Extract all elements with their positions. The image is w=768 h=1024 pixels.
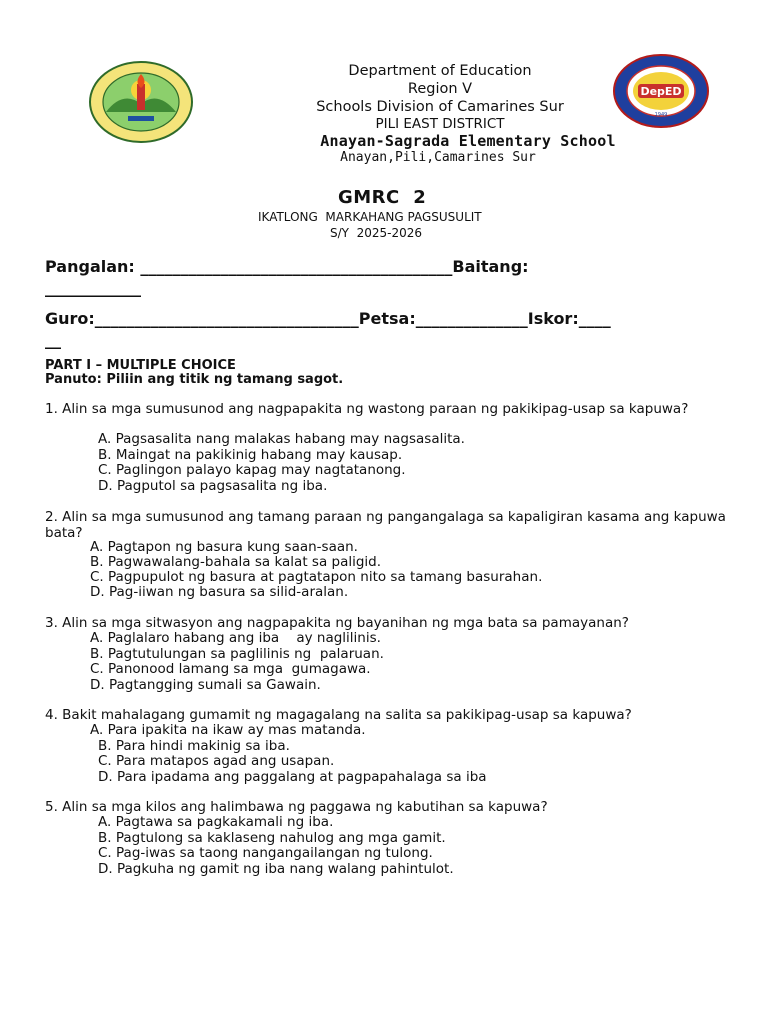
question-5-option-c: C. Pag-iwas sa taong nangangailangan ng tulong. (98, 845, 433, 861)
question-2-option-a: A. Pagtapon ng basura kung saan-saan. (90, 539, 358, 555)
teacher-date-score-field: Guro:_________________________________Petsa:______________Iskor:____ (45, 309, 611, 328)
deped-mark-text: DepED (640, 85, 682, 98)
question-5: 5. Alin sa mga kilos ang halimbawa ng paggawa ng kabutihan sa kapuwa? (45, 799, 548, 815)
question-5-option-d: D. Pagkuha ng gamit ng iba nang walang pahintulot. (98, 861, 454, 877)
question-2-option-d: D. Pag-iiwan ng basura sa silid-aralan. (90, 584, 349, 600)
school-name: Anayan-Sagrada Elementary School (320, 132, 616, 150)
question-5-option-b: B. Pagtulong sa kaklaseng nahulog ang mga gamit. (98, 830, 446, 846)
question-1-option-a: A. Pagsasalita nang malakas habang may nagsasalita. (98, 431, 465, 447)
school-seal-year: 1949 (654, 112, 668, 118)
question-3: 3. Alin sa mga sitwasyon ang nagpapakita ng bayanihan ng mga bata sa pamayanan? (45, 615, 629, 631)
question-5-option-a: A. Pagtawa sa pagkakamali ng iba. (98, 814, 334, 830)
grade-field-continuation: ____________ (45, 278, 141, 297)
question-3-option-d: D. Pagtangging sumali sa Gawain. (90, 677, 321, 693)
question-4-option-a: A. Para ipakita na ikaw ay mas matanda. (90, 722, 366, 738)
school-year: S/Y 2025-2026 (330, 226, 423, 240)
question-4-option-c: C. Para matapos agad ang usapan. (98, 753, 335, 769)
school-address: Anayan,Pili,Camarines Sur (340, 150, 536, 165)
question-3-option-a: A. Paglalaro habang ang iba ay naglilinis. (90, 630, 381, 646)
question-1-option-d: D. Pagputol sa pagsasalita ng iba. (98, 478, 328, 494)
question-3-option-c: C. Panonood lamang sa mga gumagawa. (90, 661, 371, 677)
question-2-option-b: B. Pagwawalang-bahala sa kalat sa paligid. (90, 554, 382, 570)
score-field-continuation: __ (45, 330, 61, 349)
district-text: PILI EAST DISTRICT (375, 116, 505, 132)
question-4-option-d: D. Para ipadama ang paggalang at pagpapahalaga sa iba (98, 769, 487, 785)
department-text: Department of Education (348, 63, 532, 79)
question-4: 4. Bakit mahalagang gumamit ng magagalang na salita sa pakikipag-usap sa kapuwa? (45, 707, 632, 723)
question-3-option-b: B. Pagtutulungan sa paglilinis ng palaruan. (90, 646, 384, 662)
question-4-option-b: B. Para hindi makinig sa iba. (98, 738, 290, 754)
division-text: Schools Division of Camarines Sur (316, 99, 564, 115)
question-2: 2. Alin sa mga sumusunod ang tamang paraan ng pangangalaga sa kapaligiran kasama ang kapuwa bata? (45, 509, 739, 541)
question-2-option-c: C. Pagpupulot ng basura at pagtatapon nito sa tamang basurahan. (90, 569, 543, 585)
question-1-option-b: B. Maingat na pakikinig habang may kausap. (98, 447, 403, 463)
question-1: 1. Alin sa mga sumusunod ang nagpapakita ng wastong paraan ng pakikipag-usap sa kapuwa? (45, 401, 689, 417)
region-text: Region V (407, 81, 473, 97)
subject-title: GMRC 2 (338, 187, 427, 208)
division-seal-logo (88, 60, 194, 144)
instructions: Panuto: Piliin ang titik ng tamang sagot. (45, 372, 344, 387)
exam-title: IKATLONG MARKAHANG PAGSUSULIT (258, 210, 482, 224)
question-1-option-c: C. Paglingon palayo kapag may nagtatanong. (98, 462, 406, 478)
name-grade-field: Pangalan: _______________________________________Baitang: (45, 257, 529, 276)
part-heading: PART I – MULTIPLE CHOICE (45, 358, 236, 373)
